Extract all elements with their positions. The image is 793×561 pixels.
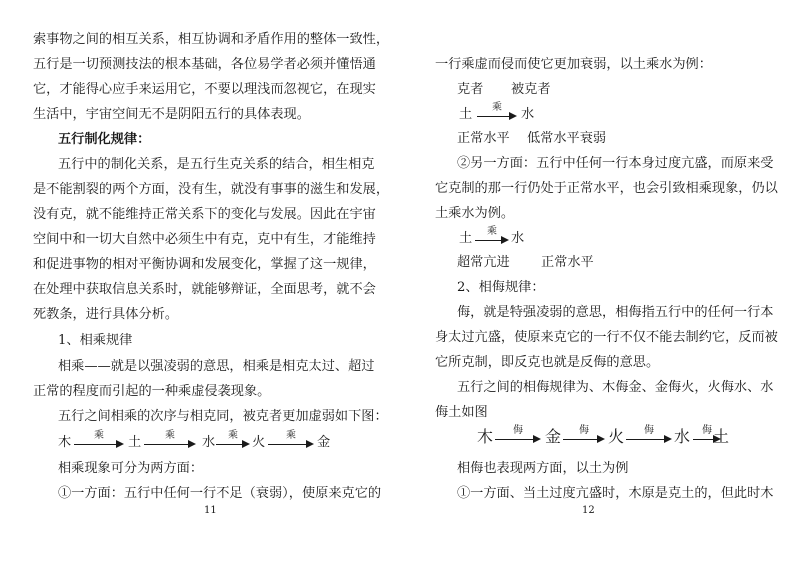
element-earth: 土 — [459, 107, 473, 122]
element-earth: 土 — [713, 427, 730, 446]
right-page — [397, 0, 793, 561]
arrow-label: 侮 — [513, 425, 523, 436]
arrow-head-icon — [242, 440, 250, 448]
page-number: 12 — [582, 505, 595, 516]
arrow-label: 侮 — [579, 425, 589, 436]
text-line: 五行之间的相侮规律为、木侮金、金侮火，火侮水、水 — [457, 380, 774, 395]
cheng-arrow — [475, 227, 509, 247]
arrow-label: 乘 — [492, 102, 502, 113]
element-earth: 土 — [459, 231, 473, 246]
arrow-label: 乘 — [487, 226, 497, 237]
text-line: 是不能割裂的两个方面，没有生，就没有事事的滋生和发展， — [33, 182, 390, 197]
text-line: ②另一方面：五行中任何一行本身过度亢盛，而原来受 — [457, 156, 774, 171]
arrow-label: 侮 — [644, 425, 654, 436]
wu-sequence-diagram — [477, 426, 737, 450]
text-line: ①一方面、当土过度亢盛时，木原是克土的，但此时木 — [457, 486, 774, 501]
text-line: 生活中，宇宙空间无不是阴阳五行的具体表现。 — [33, 107, 310, 122]
element-wood: 木 — [58, 435, 72, 450]
left-page — [0, 0, 396, 561]
element-earth: 土 — [128, 435, 142, 450]
text-line: 侮土如图 — [435, 405, 488, 420]
cheng-arrow — [216, 431, 250, 451]
arrow-head-icon — [509, 112, 517, 120]
element-metal: 金 — [317, 435, 331, 450]
text-line: 正常的程度而引起的一种乘虚侵袭现象。 — [33, 384, 271, 399]
arrow-head-icon — [306, 440, 314, 448]
wu-arrow — [495, 426, 541, 446]
element-metal: 金 — [545, 427, 562, 446]
arrow-label: 乘 — [228, 430, 238, 441]
cheng-arrow — [268, 431, 314, 451]
text-line: 和促进事物的相对平衡协调和发展变化，掌握了这一规律， — [33, 257, 376, 272]
arrow-label: 乘 — [286, 430, 296, 441]
role-label-restrainer: 克者 — [457, 82, 484, 97]
level-label-weak: 低常水平衰弱 — [527, 131, 607, 146]
arrow-label: 乘 — [94, 430, 104, 441]
text-line: 索事物之间的相互关系，相互协调和矛盾作用的整体一致性， — [33, 32, 390, 47]
cheng-arrow — [74, 431, 124, 451]
text-line: 相乘——就是以强凌弱的意思，相乘是相克太过、超过 — [58, 359, 375, 374]
arrow-head-icon — [597, 435, 605, 443]
level-label-normal: 正常水平 — [541, 255, 594, 270]
text-line: 空间中和一切大自然中必须生中有克，克中有生，才能维持 — [33, 232, 376, 247]
text-line: ①一方面：五行中任何一行不足（衰弱），使原来克它的 — [58, 486, 382, 501]
text-line: 它，才能得心应手来运用它，不要以理浅而忽视它，在现实 — [33, 82, 376, 97]
text-line: 相乘现象可分为两方面： — [58, 461, 204, 476]
element-water: 水 — [521, 107, 535, 122]
text-line: 在处理中获取信息关系时，就能够辩证，全面思考，就不会 — [33, 282, 376, 297]
earth-over-water-example — [459, 103, 579, 127]
arrow-head-icon — [116, 440, 124, 448]
text-line: 相侮也表现两方面，以土为例 — [457, 461, 629, 476]
subsection-heading: 2、相侮规律： — [457, 280, 545, 295]
element-water: 水 — [511, 231, 525, 246]
text-line: 五行是一切预测技法的根本基础，各位易学者必须并懂悟通 — [33, 57, 376, 72]
text-line: 死教条，进行具体分析。 — [33, 307, 179, 322]
section-heading: 五行制化规律： — [58, 132, 151, 147]
text-line: 五行中的制化关系，是五行生克关系的结合，相生相克 — [58, 157, 375, 172]
text-line: 土乘水为例。 — [435, 206, 515, 221]
arrow-head-icon — [501, 236, 509, 244]
wu-arrow — [626, 426, 672, 446]
text-line: 侮，就是特强凌弱的意思，相侮指五行中的任何一行本 — [457, 305, 774, 320]
page-number: 11 — [204, 505, 217, 516]
element-fire: 火 — [252, 435, 266, 450]
subsection-heading: 1、相乘规律 — [58, 333, 133, 348]
text-line: 它克制的那一行仍处于正常水平，也会引致相乘现象，仍以 — [435, 181, 778, 196]
wu-arrow — [563, 426, 605, 446]
arrow-head-icon — [664, 435, 672, 443]
element-water: 水 — [674, 427, 691, 446]
role-label-restrained: 被克者 — [511, 82, 551, 97]
cheng-arrow — [477, 103, 517, 123]
text-line: 五行之间相乘的次序与相克同，被克者更加虚弱如下图： — [58, 409, 388, 424]
level-label-normal: 正常水平 — [457, 131, 510, 146]
level-label-hyper: 超常亢进 — [457, 255, 510, 270]
element-water: 水 — [202, 435, 216, 450]
text-line: 一行乘虚而侵而使它更加衰弱，以土乘水为例： — [435, 57, 712, 72]
earth-over-water-example-2 — [459, 227, 559, 251]
arrow-head-icon — [533, 435, 541, 443]
element-wood: 木 — [477, 427, 494, 446]
cheng-arrow — [144, 431, 196, 451]
arrow-label: 乘 — [165, 430, 175, 441]
arrow-label: 侮 — [702, 425, 712, 436]
cheng-sequence-diagram — [58, 431, 358, 455]
text-line: 没有克，就不能维持正常关系下的变化与发展。因此在宇宙 — [33, 207, 376, 222]
text-line: 它所克制，即反克也就是反侮的意思。 — [435, 355, 660, 370]
text-line: 身太过亢盛，使原来克它的一行不仅不能去制约它，反而被 — [435, 330, 778, 345]
arrow-head-icon — [188, 440, 196, 448]
element-fire: 火 — [608, 427, 625, 446]
